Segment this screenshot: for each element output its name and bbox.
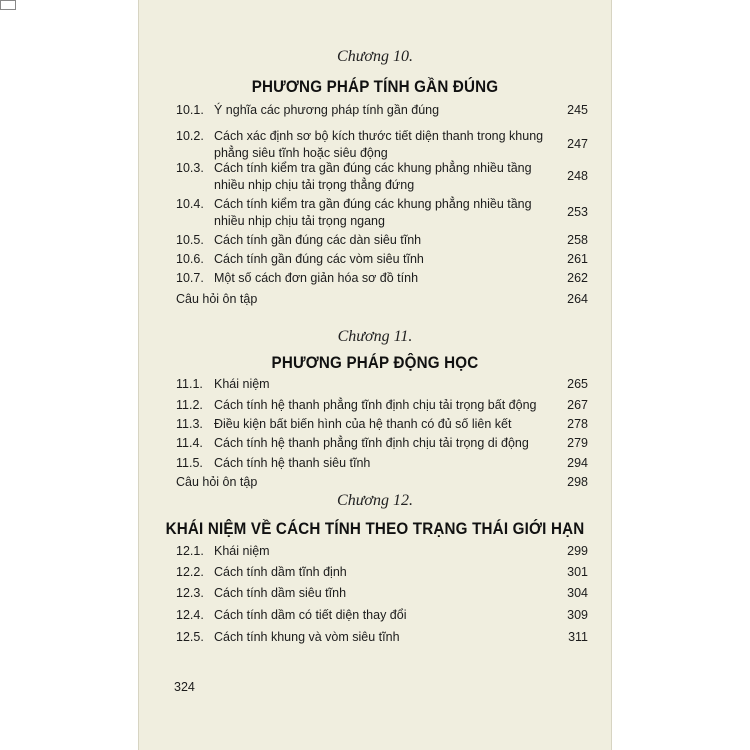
toc-entry-title: Cách tính kiểm tra gần đúng các khung phẳng nhiều tầng nhiều nhịp chịu tải trọng thẳng đứng <box>214 161 532 192</box>
toc-entry-page: 264 <box>567 292 588 306</box>
toc-entry-page: 298 <box>567 475 588 489</box>
toc-entry-number: 11.5. <box>176 456 203 470</box>
toc-entry-number: 12.2. <box>176 565 204 579</box>
toc-entry-page: 253 <box>567 205 588 219</box>
toc-entry-number: 10.5. <box>176 233 204 247</box>
toc-entry-page: 261 <box>567 252 588 266</box>
chapter-10-title: PHƯƠNG PHÁP TÍNH GẦN ĐÚNG <box>251 78 499 96</box>
toc-entry-page: 309 <box>567 608 588 622</box>
chapter-12-label: Chương 12. <box>337 492 413 509</box>
toc-entry-page: 248 <box>567 169 588 183</box>
toc-entry-page: 304 <box>567 586 588 600</box>
toc-entry-number: 12.3. <box>176 586 204 600</box>
toc-entry-title: Khái niệm <box>214 377 270 391</box>
toc-entry-title: Ý nghĩa các phương pháp tính gần đúng <box>214 103 440 117</box>
toc-entry-page: 299 <box>567 544 588 558</box>
scan-corner-mark <box>0 0 16 10</box>
page-number: 324 <box>174 680 195 694</box>
toc-entry-number: 10.1. <box>176 103 204 117</box>
toc-entry-title: Cách tính dầm có tiết diện thay đổi <box>214 608 407 622</box>
toc-entry-number: 10.3. <box>176 161 204 175</box>
toc-entry-title: Khái niệm <box>214 544 270 558</box>
toc-entry-number: 10.6. <box>176 252 204 266</box>
toc-entry-page: 258 <box>567 233 588 247</box>
toc-entry-number: 11.1. <box>176 377 203 391</box>
toc-entry-title: Cách xác định sơ bộ kích thước tiết diện thanh trong khung phẳng siêu tĩnh hoặc siêu động <box>214 129 544 160</box>
chapter-11-label: Chương 11. <box>337 328 413 345</box>
toc-entry-title: Cách tính khung và vòm siêu tĩnh <box>214 630 400 644</box>
book-page <box>138 0 612 750</box>
toc-entry-number: 12.4. <box>176 608 204 622</box>
toc-entry-title: Cách tính gần đúng các dàn siêu tĩnh <box>214 233 422 247</box>
toc-entry-page: 247 <box>567 137 588 151</box>
toc-entry-title: Điều kiện bất biến hình của hệ thanh có đủ số liên kết <box>214 417 512 431</box>
toc-entry-title: Cách tính kiểm tra gần đúng các khung phẳng nhiều tầng nhiều nhịp chịu tải trọng ngang <box>214 197 532 228</box>
toc-entry-page: 301 <box>567 565 588 579</box>
chapter-11-title: PHƯƠNG PHÁP ĐỘNG HỌC <box>271 354 479 372</box>
toc-entry-page: 294 <box>567 456 588 470</box>
toc-entry-number: 10.7. <box>176 271 204 285</box>
chapter-10-label: Chương 10. <box>337 48 413 65</box>
toc-entry-number: 10.4. <box>176 197 204 211</box>
toc-entry-title: Câu hỏi ôn tập <box>176 292 258 306</box>
toc-entry-page: 278 <box>567 417 588 431</box>
toc-entry-title: Một số cách đơn giản hóa sơ đồ tính <box>214 271 419 285</box>
toc-entry-page: 265 <box>567 377 588 391</box>
toc-entry-number: 11.3. <box>176 417 203 431</box>
toc-entry-number: 10.2. <box>176 129 204 143</box>
toc-entry-page: 311 <box>568 630 588 644</box>
toc-entry-page: 279 <box>567 436 588 450</box>
toc-entry-number: 11.4. <box>176 436 203 450</box>
toc-entry-title: Câu hỏi ôn tập <box>176 475 258 489</box>
toc-entry-number: 12.1. <box>176 544 204 558</box>
toc-entry-title: Cách tính hệ thanh siêu tĩnh <box>214 456 371 470</box>
toc-entry-number: 11.2. <box>176 398 203 412</box>
toc-entry-number: 12.5. <box>176 630 204 644</box>
toc-entry-page: 262 <box>567 271 588 285</box>
toc-entry-title: Cách tính hệ thanh phẳng tĩnh định chịu tải trọng di động <box>214 436 529 450</box>
toc-entry-title: Cách tính dầm tĩnh định <box>214 565 347 579</box>
toc-entry-page: 267 <box>567 398 588 412</box>
toc-entry-title: Cách tính dầm siêu tĩnh <box>214 586 347 600</box>
toc-entry-title: Cách tính gần đúng các vòm siêu tĩnh <box>214 252 424 266</box>
toc-entry-title: Cách tính hệ thanh phẳng tĩnh định chịu tải trọng bất động <box>214 398 537 412</box>
chapter-12-title: KHÁI NIỆM VỀ CÁCH TÍNH THEO TRẠNG THÁI GIỚI HẠN <box>165 520 585 538</box>
toc-entry-page: 245 <box>567 103 588 117</box>
